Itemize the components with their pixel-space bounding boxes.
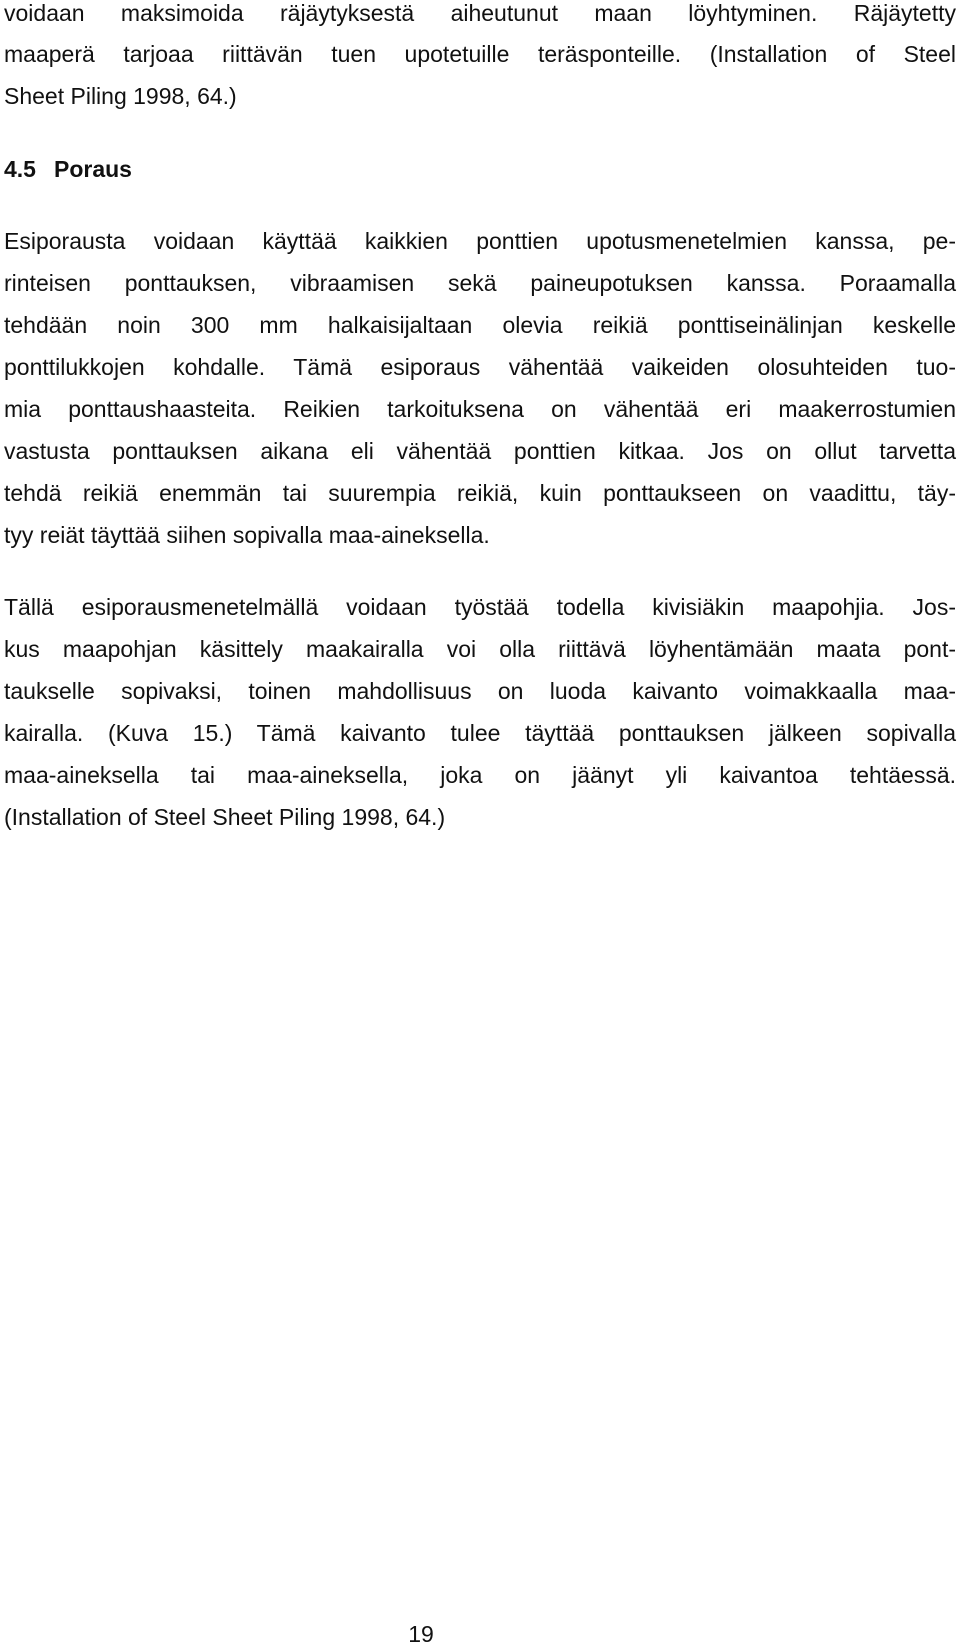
paragraph-1-line-5: mia ponttaushaasteita. Reikien tarkoituksena on vähentää eri maakerrostumien [4,396,956,422]
paragraph-1-line-8: tyy reiät täyttää siihen sopivalla maa-aineksella. [4,522,490,548]
paragraph-1-line-4: ponttilukkojen kohdalle. Tämä esiporaus vähentää vaikeiden olosuhteiden tuo- [4,354,956,380]
paragraph-1-line-7: tehdä reikiä enemmän tai suurempia reikiä, kuin ponttaukseen on vaadittu, täy- [4,480,956,506]
paragraph-1-line-6: vastusta ponttauksen aikana eli vähentää ponttien kitkaa. Jos on ollut tarvetta [4,438,956,464]
section-heading [4,154,132,184]
page-number: 19 [408,1621,434,1647]
section-number: 4.5 [4,156,36,182]
paragraph-2-line-5: maa-aineksella tai maa-aineksella, joka on jäänyt yli kaivantoa tehtäessä. [4,762,956,788]
paragraph-2-line-6: (Installation of Steel Sheet Piling 1998, 64.) [4,804,446,830]
paragraph-2-line-2: kus maapohjan käsittely maakairalla voi olla riittävä löyhentämään maata pont- [4,636,956,662]
section-title: Poraus [53,156,132,182]
paragraph-1-line-3: tehdään noin 300 mm halkaisijaltaan olevia reikiä ponttiseinälinjan keskelle [4,312,956,338]
paragraph-1-line-2: rinteisen ponttauksen, vibraamisen sekä paineupotuksen kanssa. Poraamalla [4,270,956,296]
intro-line-3: Sheet Piling 1998, 64.) [4,83,237,109]
paragraph-1-line-1: Esiporausta voidaan käyttää kaikkien ponttien upotusmenetelmien kanssa, pe- [4,228,956,254]
paragraph-2-line-1: Tällä esiporausmenetelmällä voidaan työstää todella kivisiäkin maapohjia. Jos- [4,594,956,620]
paragraph-2-line-4: kairalla. (Kuva 15.) Tämä kaivanto tulee täyttää ponttauksen jälkeen sopivalla [4,720,956,746]
intro-line-2: maaperä tarjoaa riittävän tuen upotetuille teräsponteille. (Installation of Steel [4,41,956,67]
intro-line-1: voidaan maksimoida räjäytyksestä aiheutunut maan löyhtyminen. Räjäytetty [4,0,956,26]
paragraph-2-line-3: taukselle sopivaksi, toinen mahdollisuus on luoda kaivanto voimakkaalla maa- [4,678,956,704]
